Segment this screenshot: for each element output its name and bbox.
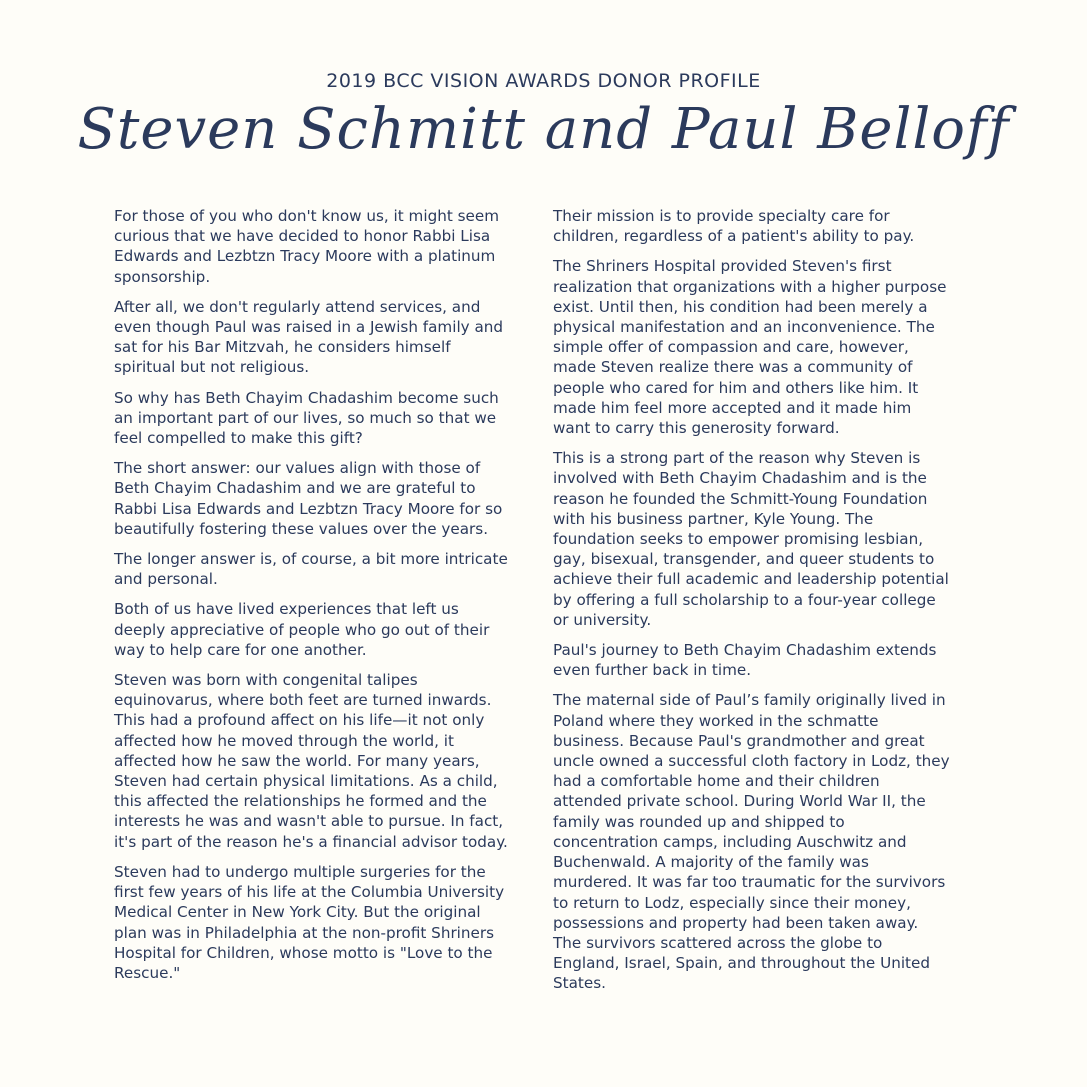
- paragraph: This is a strong part of the reason why Steven is involved with Beth Chayim Chadashim and is the reason he founded the Schmitt-Young Foundation with his business partner, Kyle Young. The foundation seeks to empower promising lesbian, gay, bisexual, transgender, and queer students to achieve their full academic and leadership potential by offering a full scholarship to a four-year college or university.: [553, 449, 949, 629]
- paragraph: The maternal side of Paul’s family originally lived in Poland where they worked in the schmatte business. Because Paul's grandmother and great uncle owned a successful cloth factory in Lodz, they had a comfortable home and their children attended private school. During World War II, the family was rounded up and shipped to concentration camps, including Auschwitz and Buchenwald. A majority of the family was murdered. It was far too traumatic for the survivors to return to Lodz, especially since their money, possessions and property had been taken away. The survivors scattered across the globe to England, Israel, Spain, and throughout the United States.: [553, 691, 950, 993]
- paragraph: Steven had to undergo multiple surgeries for the first few years of his life at the Columbia University Medical Center in New York City. But the original plan was in Philadelphia at the non-profit Shriners Hospital for Children, whose motto is "Love to the Rescue.": [114, 862, 505, 982]
- paragraph: Their mission is to provide specialty care for children, regardless of a patient's ability to pay.: [553, 207, 915, 246]
- paragraph: After all, we don't regularly attend services, and even though Paul was raised in a Jewish family and sat for his Bar Mitzvah, he considers himself spiritual but not religious.: [114, 297, 504, 377]
- paragraph: The short answer: our values align with those of Beth Chayim Chadashim and we are grateful to Rabbi Lisa Edwards and Lezbtzn Tracy Moore for so beautifully fostering these values over the years.: [114, 459, 503, 538]
- left-column: [114, 206, 512, 993]
- paragraph: The longer answer is, of course, a bit more intricate and personal.: [114, 550, 508, 589]
- paragraph: For those of you who don't know us, it might seem curious that we have decided to honor Rabbi Lisa Edwards and Lezbtzn Tracy Moore with a platinum sponsorship.: [114, 207, 500, 286]
- paragraph: Both of us have lived experiences that left us deeply appreciative of people who go out of their way to help care for one another.: [114, 600, 490, 659]
- paragraph: Paul's journey to Beth Chayim Chadashim extends even further back in time.: [553, 641, 937, 680]
- profile-title: Steven Schmitt and Paul Belloff: [77, 97, 1010, 162]
- paragraph: The Shriners Hospital provided Steven's first realization that organizations with a higher purpose exist. Until then, his condition had been merely a physical manifestation and an inconvenience. The simple offer of compassion and care, however, made Steven realize there was a community of people who cared for him and others like him. It made him feel more accepted and it made him want to carry this generosity forward.: [553, 257, 947, 438]
- paragraph: Steven was born with congenital talipes equinovarus, where both feet are turned inwards. This had a profound affect on his life—it not only affected how he moved through the world, it affected how he saw the world. For many years, Steven had certain physical limitations. As a child, this affected the relationships he formed and the interests he was and wasn't able to pursue. In fact, it's part of the reason he's a financial advisor today.: [114, 671, 508, 851]
- right-column: [553, 206, 951, 1004]
- paragraph: So why has Beth Chayim Chadashim become such an important part of our lives, so much so that we feel compelled to make this gift?: [114, 388, 499, 448]
- profile-eyebrow: 2019 BCC VISION AWARDS DONOR PROFILE: [326, 70, 761, 92]
